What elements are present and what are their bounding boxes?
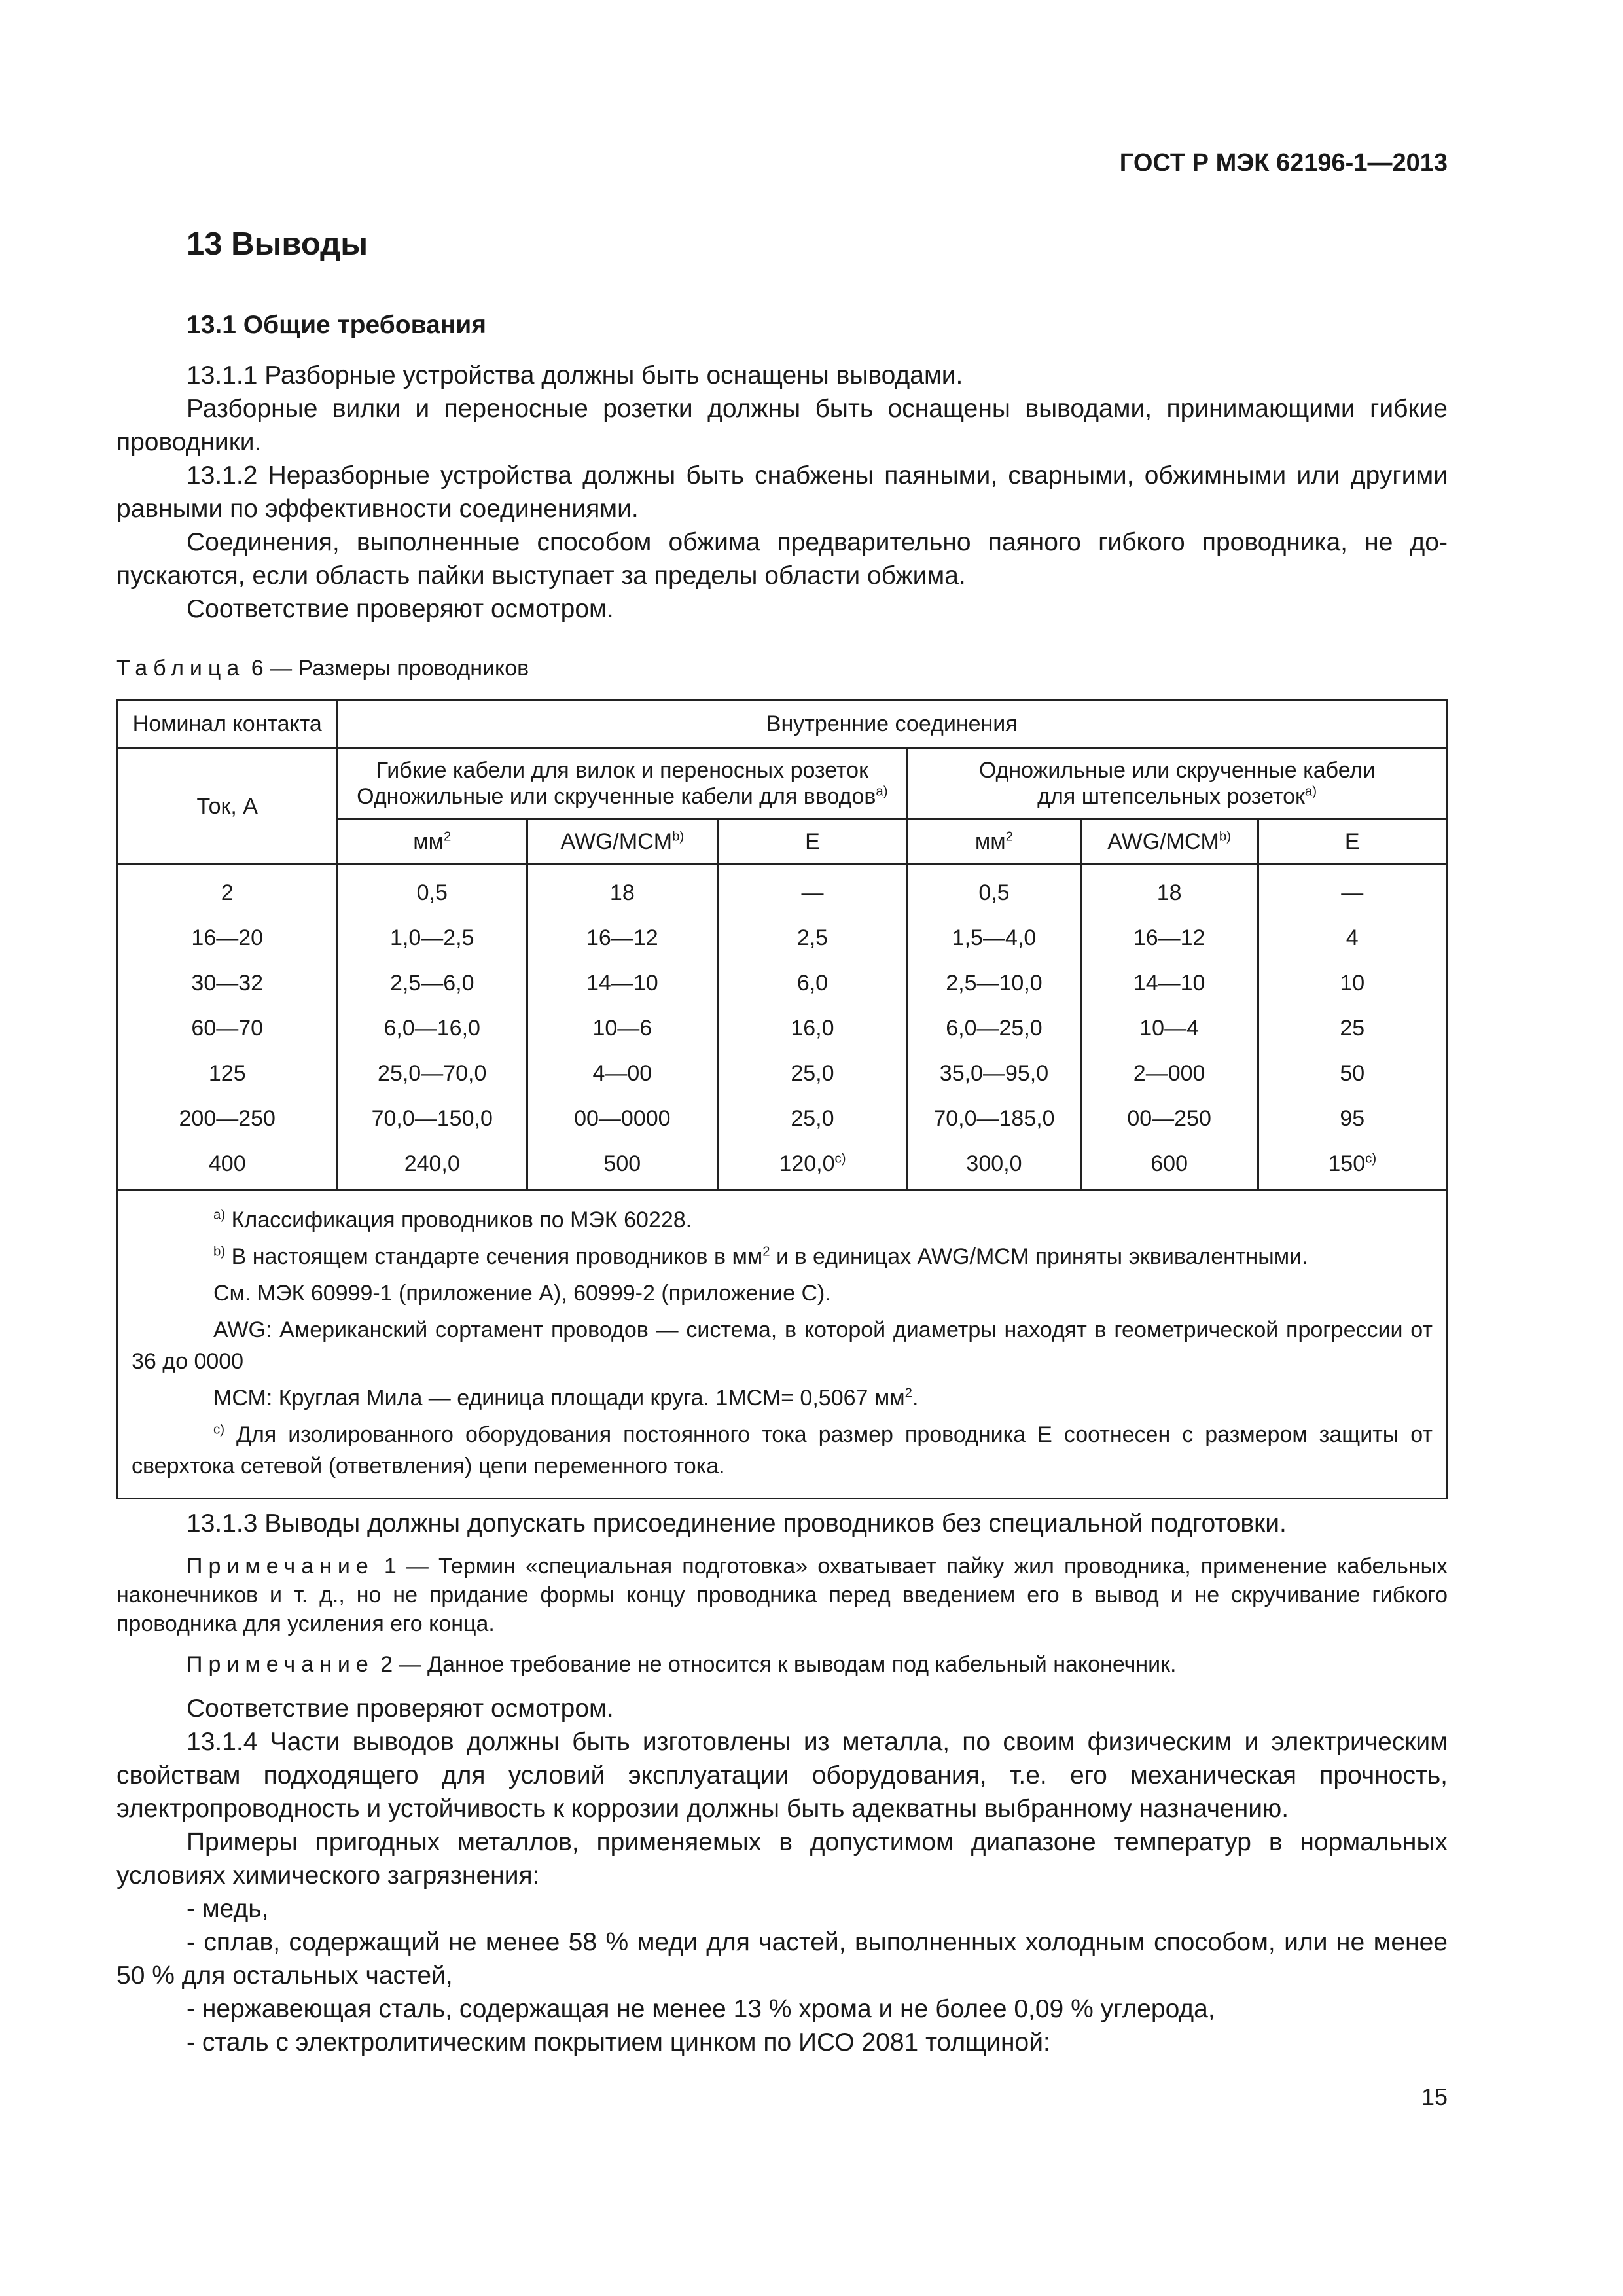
header-internal-connections: Внутренние соединения [337, 700, 1447, 748]
header-group-flexible: Гибкие кабели для вилок и переносных розеток Одножильные или скрученные кабели для вводов$^{а)}$ [337, 748, 908, 819]
table-row: 60—70 6,0—16,0 10—6 16,0 6,0—25,0 10—4 25 [118, 1006, 1447, 1051]
footnote-a: $^{а)}$ Классификация проводников по МЭК 60228. [213, 1208, 692, 1232]
table-row: 125 25,0—70,0 4—00 25,0 35,0—95,0 2—000 50 [118, 1051, 1447, 1096]
footnote-mcm: МСМ: Круглая Мила — единица площади круга. 1МСМ= 0,5067 $мм^2$. [213, 1386, 919, 1410]
paragraph: 13.1.4 Части выводов должны быть изготовлены из металла, по своим физическим и электрическим свойствам подходящего для условий эксплуатации оборудования, т.е. его механическая прочность, электропроводность и устойчивость к коррозии должны быть адекватны выбранному назначению. [116, 1728, 1448, 1823]
table-row: 16—20 1,0—2,5 16—12 2,5 1,5—4,0 16—12 4 [118, 916, 1447, 961]
footnote-c: $^{с)}$ Для изолированного оборудования постоянного тока размер проводника Е соотнесен с размером защиты от сверхтока сетевой (ответвления) цепи переменного тока. [132, 1422, 1433, 1479]
table-row: 30—32 2,5—6,0 14—10 6,0 2,5—10,0 14—10 10 [118, 961, 1447, 1006]
paragraph: 13.1.3 Выводы должны допускать присоединение проводников без специальной подготовки. [187, 1509, 1287, 1537]
table-caption [116, 656, 529, 681]
table-row: 2 0,5 18 — 0,5 18 — [118, 865, 1447, 916]
standard-code: ГОСТ Р МЭК 62196-1—2013 [1119, 149, 1448, 177]
header-unit-e: E [1258, 819, 1446, 865]
paragraph: Соответствие проверяют осмотром. [187, 595, 614, 623]
header-group-socket: Одножильные или скрученные кабели для штепсельных розеток$^{а)}$ [908, 748, 1447, 819]
list-item: - сплав, содержащий не менее 58 % меди для частей, выполненных холодным способом, или не менее 50 % для остальных частей, [116, 1928, 1448, 1990]
table-caption-text: 6 — Размеры проводников [245, 656, 529, 681]
list-item: - сталь с электролитическим покрытием цинком по ИСО 2081 толщиной: [187, 2028, 1050, 2056]
note-1: Примечание 1 — Термин «специальная подготовка» охватывает пайку жил проводника, применение кабельных наконечников и т. д., но не придание формы концу проводника перед введением его в вывод и не скручивание гибкого проводника для усиления его конца. [116, 1554, 1448, 1636]
paragraph: 13.1.2 Неразборные устройства должны быть снабжены паяными, сварными, обжимными или другими равными по эффективности соединениями. [116, 461, 1448, 523]
table-caption-label: Таблица [116, 656, 245, 681]
list-item: - медь, [187, 1895, 269, 1923]
header-unit-mm2: $мм^2$ [337, 819, 527, 865]
footnote-see: См. МЭК 60999-1 (приложение А), 60999-2 (приложение С). [213, 1281, 831, 1306]
footnote-awg: AWG: Американский сортамент проводов — система, в которой диаметры находят в геометрической прогрессии от 36 до 0000 [132, 1318, 1433, 1374]
section-title: 13 Выводы [187, 226, 368, 262]
header-current: Ток, А [118, 748, 338, 865]
header-unit-mm2: $мм^2$ [908, 819, 1081, 865]
paragraph: Соответствие проверяют осмотром. [187, 1695, 614, 1723]
note-2: Примечание 2 — Данное требование не относится к выводам под кабельный наконечник. [187, 1652, 1177, 1677]
header-unit-awg: AWG/MCM$^{b)}$ [1080, 819, 1258, 865]
paragraph: Примеры пригодных металлов, применяемых в допустимом диапазоне температур в нормальных условиях химического загрязнения: [116, 1828, 1448, 1890]
after-table-paragraphs [116, 1507, 1448, 2059]
conductor-size-table [116, 699, 1448, 1499]
header-unit-e: E [717, 819, 908, 865]
table-row: 200—250 70,0—150,0 00—0000 25,0 70,0—185,0 00—250 95 [118, 1096, 1447, 1141]
footnote-b: $^{b)}$ В настоящем стандарте сечения проводников в $мм^2$ и в единицах AWG/MCM приняты эквивалентными. [213, 1244, 1308, 1269]
subsection-title: 13.1 Общие требования [187, 311, 487, 339]
paragraph: Разборные вилки и переносные розетки должны быть оснащены выводами, принимающими гибкие проводники. [116, 395, 1448, 456]
header-rated-contact: Номинал контакта [118, 700, 338, 748]
table-footnotes [118, 1191, 1447, 1499]
list-item: - нержавеющая сталь, содержащая не менее 13 % хрома и не более 0,09 % углерода, [187, 1995, 1215, 2023]
table-row: 400 240,0 500 120,0$^{c)}$ 300,0 600 150$^{c)}$ [118, 1141, 1447, 1191]
header-unit-awg: AWG/MCM$^{b)}$ [527, 819, 717, 865]
page-number: 15 [1421, 2083, 1448, 2110]
table-body [118, 865, 1447, 1191]
intro-paragraphs [116, 359, 1448, 626]
paragraph: 13.1.1 Разборные устройства должны быть оснащены выводами. [187, 361, 963, 389]
paragraph: Соединения, выполненные способом обжима предварительно паяного гибкого проводника, не допускаются, если область пайки выступает за пределы области обжима. [116, 528, 1448, 590]
